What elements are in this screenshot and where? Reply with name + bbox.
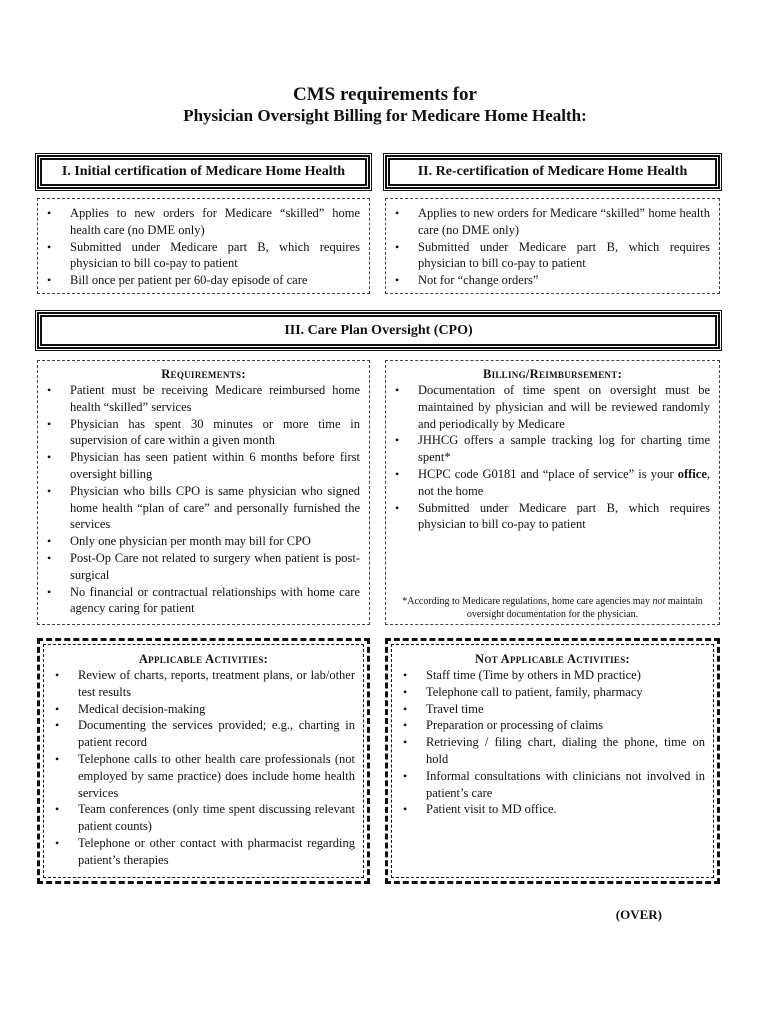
list-item: • JHHCG offers a sample tracking log for charting time spent*	[386, 432, 710, 466]
hcpc-text-pre: HCPC code G0181 and “place of service” is your	[418, 466, 678, 481]
list-item: • Applies to new orders for Medicare “skilled” home health care (no DME only)	[38, 205, 360, 239]
list-item: • Informal consultations with clinicians not involved in patient’s care	[394, 768, 705, 802]
list-item: • Documenting the services provided; e.g., charting in patient record	[46, 717, 355, 751]
list-item: • Medical decision-making	[46, 701, 355, 718]
section-2-heading	[385, 155, 720, 189]
section-1-box	[37, 198, 370, 294]
billing-heading: Billing/Reimbursement:	[482, 367, 623, 381]
section-2-box	[385, 198, 720, 294]
not-applicable-heading: Not Applicable Activities:	[475, 652, 630, 666]
footnote-em: not	[652, 596, 666, 607]
list-item: • Staff time (Time by others in MD practice)	[394, 667, 705, 684]
list-item: • Telephone calls to other health care professionals (not employed by same practice) does include home health services	[46, 751, 355, 801]
list-item: • Team conferences (only time spent discussing relevant patient counts)	[46, 801, 355, 835]
list-item: • Only one physician per month may bill for CPO	[38, 533, 360, 550]
list-item: • Post-Op Care not related to surgery when patient is post-surgical	[38, 550, 360, 584]
list-item: • Review of charts, reports, treatment plans, or lab/other test results	[46, 667, 355, 701]
page-subtitle: Physician Oversight Billing for Medicare Home Health:	[183, 106, 587, 125]
not-applicable-activities-box	[385, 638, 720, 884]
list-item: • Submitted under Medicare part B, which requires physician to bill co-pay to patient	[386, 239, 710, 273]
billing-footnote	[394, 595, 711, 621]
list-item: • Submitted under Medicare part B, which requires physician to bill co-pay to patient	[386, 500, 710, 534]
list-item: • Not for “change orders”	[386, 272, 710, 289]
list-item: • Physician has spent 30 minutes or more time in supervision of care within a given month	[38, 416, 360, 450]
list-item: • Patient must be receiving Medicare reimbursed home health “skilled” services	[38, 382, 360, 416]
list-item: • Telephone call to patient, family, pharmacy	[394, 684, 705, 701]
section-2-heading-text: II. Re-certification of Medicare Home Health	[417, 164, 688, 179]
page-title: CMS requirements for	[293, 84, 477, 105]
hcpc-text-post: , not the home	[418, 466, 710, 498]
list-item: • No financial or contractual relationships with home care agency caring for patient	[38, 584, 360, 618]
list-item: • Applies to new orders for Medicare “skilled” home health care (no DME only)	[386, 205, 710, 239]
list-item: • Physician who bills CPO is same physician who signed home health “plan of care” and personally furnished the services	[38, 483, 360, 533]
list-item: • Travel time	[394, 701, 705, 718]
requirements-heading: Requirements:	[161, 367, 246, 381]
applicable-activities-box	[37, 638, 370, 884]
footnote-post: maintain oversight documentation for the physician.	[466, 596, 703, 620]
list-item: • Documentation of time spent on oversight must be maintained by physician and will be reviewed randomly and periodically by Medicare	[386, 382, 710, 432]
over-label: (OVER)	[615, 907, 662, 922]
list-item: • Telephone or other contact with pharmacist regarding patient’s therapies	[46, 835, 355, 869]
list-item: • Preparation or processing of claims	[394, 717, 705, 734]
list-item: • Submitted under Medicare part B, which requires physician to bill co-pay to patient	[38, 239, 360, 273]
list-item-hcpc	[386, 466, 710, 500]
applicable-heading: Applicable Activities:	[138, 652, 269, 666]
section-1-heading	[37, 155, 370, 189]
section-3-heading	[37, 312, 720, 349]
list-item: • Patient visit to MD office.	[394, 801, 705, 818]
section-3-heading-text: III. Care Plan Oversight (CPO)	[284, 322, 473, 338]
billing-box	[385, 360, 720, 625]
list-item: • Bill once per patient per 60-day episode of care	[38, 272, 360, 289]
section-1-heading-text: I. Initial certification of Medicare Home Health	[61, 164, 346, 179]
list-item: • Physician has seen patient within 6 months before first oversight billing	[38, 449, 360, 483]
requirements-box	[37, 360, 370, 625]
hcpc-text-bold: office	[677, 466, 707, 481]
list-item: • Retrieving / filing chart, dialing the phone, time on hold	[394, 734, 705, 768]
footnote-pre: *According to Medicare regulations, home care agencies may	[402, 596, 653, 607]
